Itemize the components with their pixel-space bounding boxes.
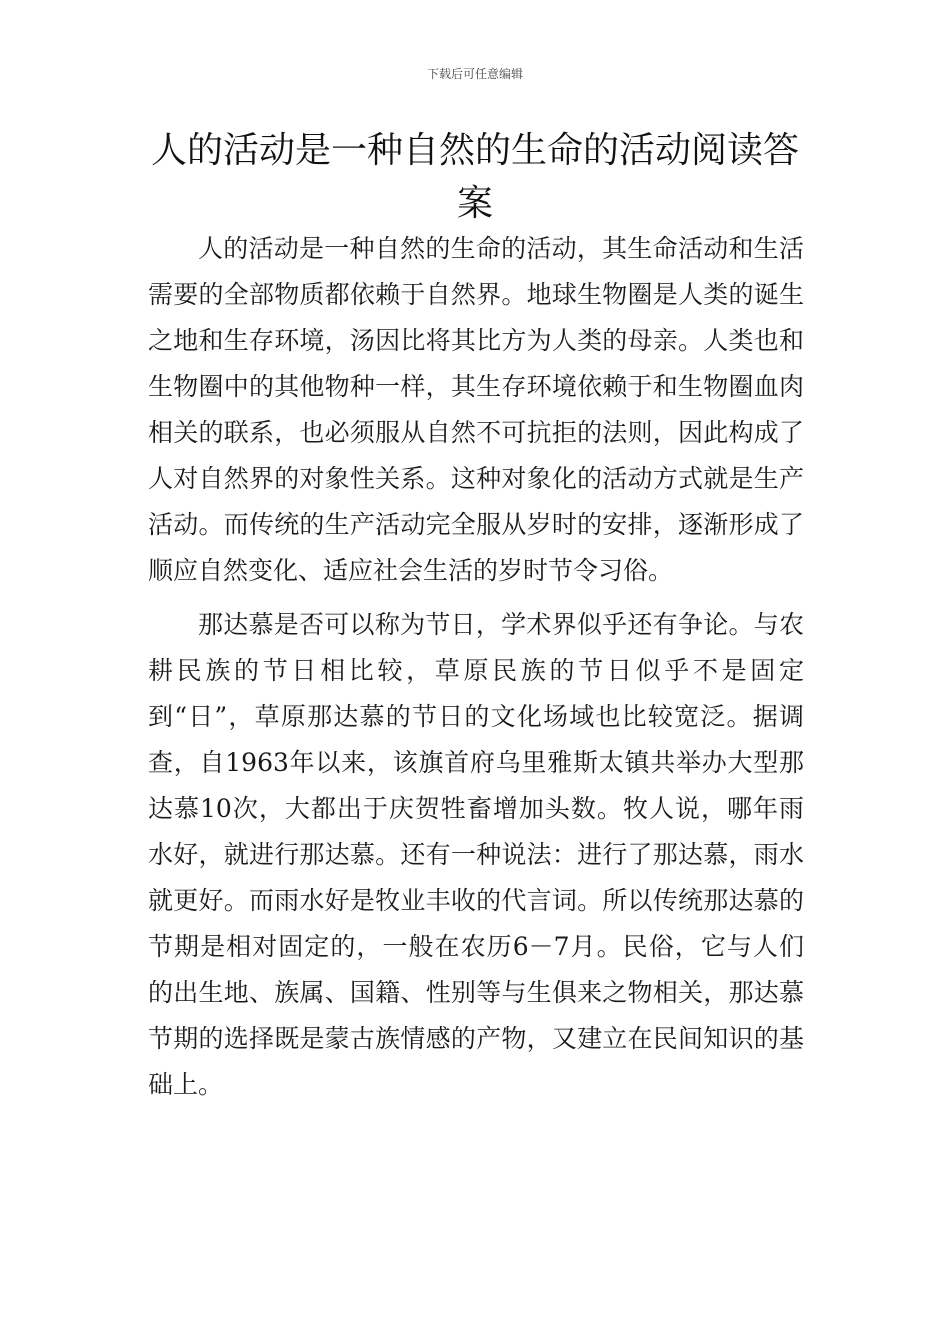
paragraph: 人的活动是一种自然的生命的活动，其生命活动和生活需要的全部物质都依赖于自然界。地球生物圈是人类的诞生之地和生存环境，汤因比将其比方为人类的母亲。人类也和生物圈中的其他物种一样，其生存环境依赖于和生物圈血肉相关的联系，也必须服从自然不可抗拒的法则，因此构成了人对自然界的对象性关系。这种对象化的活动方式就是生产活动。而传统的生产活动完全服从岁时的安排，逐渐形成了顺应自然变化、适应社会生活的岁时节令习俗。 — [148, 234, 804, 585]
document-title: 人的活动是一种自然的生命的活动阅读答案 — [150, 130, 799, 224]
paragraph: 那达慕是否可以称为节日，学术界似乎还有争论。与农耕民族的节日相比较，草原民族的节日似乎不是固定到“日”，草原那达慕的节日的文化场域也比较宽泛。据调查，自1963年以来，该旗首府乌里雅斯太镇共举办大型那达慕10次，大都出于庆贺牲畜增加头数。牧人说，哪年雨水好，就进行那达慕。还有一种说法：进行了那达慕，雨水就更好。而雨水好是牧业丰收的代言词。所以传统那达慕的节期是相对固定的，一般在农历6－7月。民俗，它与人们的出生地、族属、国籍、性别等与生俱来之物相关，那达慕节期的选择既是蒙古族情感的产物，又建立在民间知识的基础上。 — [148, 610, 804, 1099]
document-body — [148, 226, 804, 1108]
header-note: 下载后可任意编辑 — [426, 67, 523, 81]
